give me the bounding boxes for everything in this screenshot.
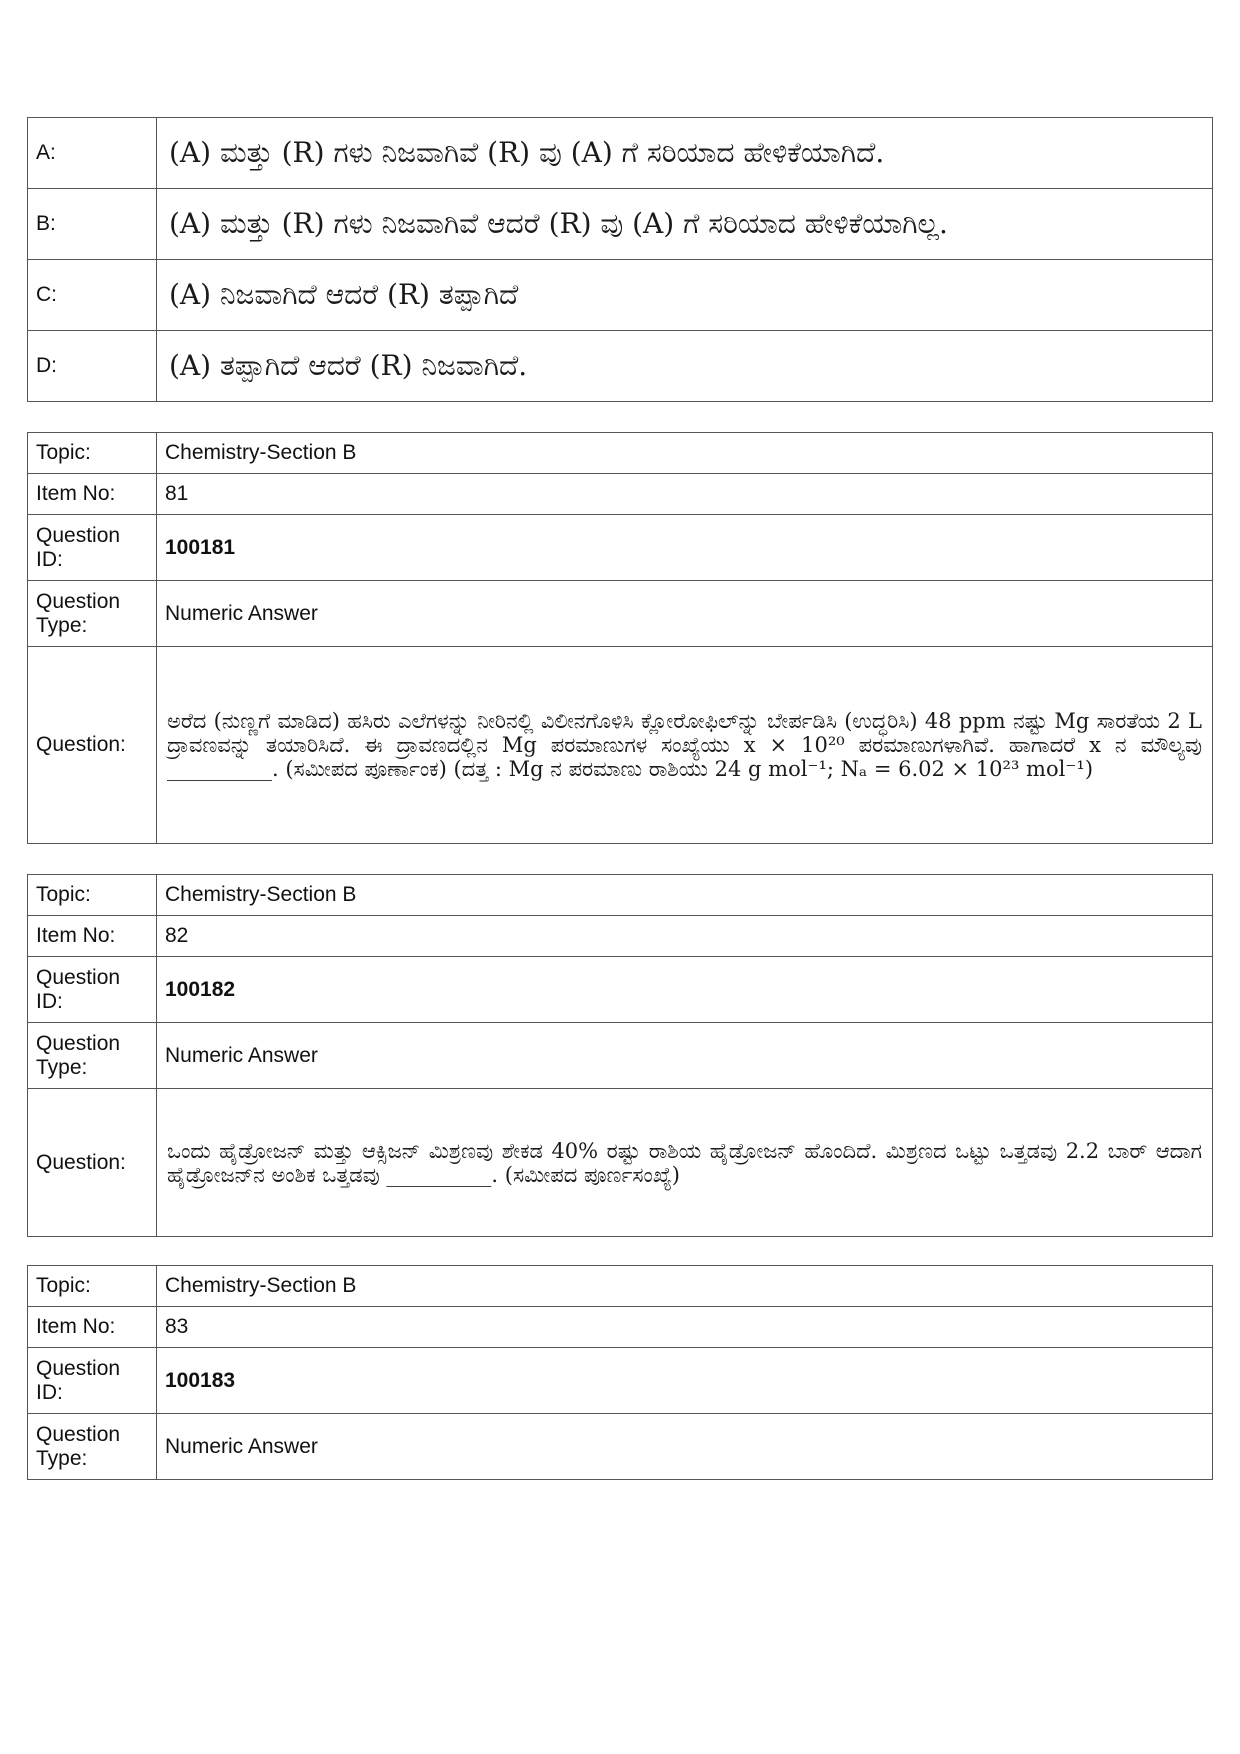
topic-label: Topic: xyxy=(28,1266,157,1307)
option-row-b xyxy=(28,189,1213,260)
question-row xyxy=(28,1089,1213,1237)
item-no-label: Item No: xyxy=(28,1307,157,1348)
topic-label: Topic: xyxy=(28,875,157,916)
question-table-82 xyxy=(27,874,1213,1237)
option-label: C: xyxy=(28,260,157,331)
question-type-row xyxy=(28,581,1213,647)
question-type-value: Numeric Answer xyxy=(157,1023,1213,1089)
question-type-row xyxy=(28,1414,1213,1480)
option-text: (A) ಮತ್ತು (R) ಗಳು ನಿಜವಾಗಿವೆ (R) ವು (A) ಗೆ ಸರಿಯಾದ ಹೇಳಿಕೆಯಾಗಿದೆ. xyxy=(157,118,1213,189)
option-label: D: xyxy=(28,331,157,402)
question-row xyxy=(28,647,1213,844)
topic-label: Topic: xyxy=(28,433,157,474)
option-label: A: xyxy=(28,118,157,189)
item-no-row xyxy=(28,1307,1213,1348)
item-no-label: Item No: xyxy=(28,916,157,957)
question-id-label: Question ID: xyxy=(28,957,157,1023)
question-id-value: 100182 xyxy=(157,957,1213,1023)
question-id-row xyxy=(28,1348,1213,1414)
option-text: (A) ತಪ್ಪಾಗಿದೆ ಆದರೆ (R) ನಿಜವಾಗಿದೆ. xyxy=(157,331,1213,402)
topic-value: Chemistry-Section B xyxy=(157,875,1213,916)
question-id-value: 100183 xyxy=(157,1348,1213,1414)
option-row-d xyxy=(28,331,1213,402)
question-label: Question: xyxy=(28,647,157,844)
topic-row xyxy=(28,875,1213,916)
question-id-label: Question ID: xyxy=(28,1348,157,1414)
question-id-row xyxy=(28,515,1213,581)
question-text: ಅರೆದ (ನುಣ್ಣಗೆ ಮಾಡಿದ) ಹಸಿರು ಎಲೆಗಳನ್ನು ನೀರಿನಲ್ಲಿ ವಿಲೀನಗೊಳಿಸಿ ಕ್ಲೋರೋಫಿಲ್‌ನ್ನು ಬೇರ್ಪಡಿಸಿ (ಉದ್ಧರಿಸಿ) 48 ppm ನಷ್ಟು Mg ಸಾರತೆಯ 2 L ದ್ರಾವಣವನ್ನು ತಯಾರಿಸಿದೆ. ಈ ದ್ರಾವಣದಲ್ಲಿನ Mg ಪರಮಾಣುಗಳ ಸಂಖ್ಯೆಯು x × 10²⁰ ಪರಮಾಣುಗಳಾಗಿವೆ. ಹಾಗಾದರೆ x ನ ಮೌಲ್ಯವು __________. (ಸಮೀಪದ ಪೂರ್ಣಾಂಕ) (ದತ್ತ : Mg ನ ಪರಮಾಣು ರಾಶಿಯು 24 g mol⁻¹; Nₐ = 6.02 × 10²³ mol⁻¹) xyxy=(157,647,1213,844)
item-no-value: 82 xyxy=(157,916,1213,957)
question-id-value: 100181 xyxy=(157,515,1213,581)
option-label: B: xyxy=(28,189,157,260)
topic-value: Chemistry-Section B xyxy=(157,433,1213,474)
question-table-83 xyxy=(27,1265,1213,1480)
item-no-value: 83 xyxy=(157,1307,1213,1348)
option-text: (A) ನಿಜವಾಗಿದೆ ಆದರೆ (R) ತಪ್ಪಾಗಿದೆ xyxy=(157,260,1213,331)
item-no-row xyxy=(28,474,1213,515)
question-type-row xyxy=(28,1023,1213,1089)
question-type-value: Numeric Answer xyxy=(157,1414,1213,1480)
item-no-value: 81 xyxy=(157,474,1213,515)
question-type-label: Question Type: xyxy=(28,581,157,647)
option-text: (A) ಮತ್ತು (R) ಗಳು ನಿಜವಾಗಿವೆ ಆದರೆ (R) ವು (A) ಗೆ ಸರಿಯಾದ ಹೇಳಿಕೆಯಾಗಿಲ್ಲ. xyxy=(157,189,1213,260)
option-row-a xyxy=(28,118,1213,189)
question-label: Question: xyxy=(28,1089,157,1237)
question-type-value: Numeric Answer xyxy=(157,581,1213,647)
question-type-label: Question Type: xyxy=(28,1414,157,1480)
question-id-label: Question ID: xyxy=(28,515,157,581)
topic-value: Chemistry-Section B xyxy=(157,1266,1213,1307)
question-text: ಒಂದು ಹೈಡ್ರೋಜನ್ ಮತ್ತು ಆಕ್ಸಿಜನ್ ಮಿಶ್ರಣವು ಶೇಕಡ 40% ರಷ್ಟು ರಾಶಿಯ ಹೈಡ್ರೋಜನ್ ಹೊಂದಿದೆ. ಮಿಶ್ರಣದ ಒಟ್ಟು ಒತ್ತಡವು 2.2 ಬಾರ್ ಆದಾಗ ಹೈಡ್ರೋಜನ್‌ನ ಅಂಶಿಕ ಒತ್ತಡವು __________. (ಸಮೀಪದ ಪೂರ್ಣಸಂಖ್ಯೆ) xyxy=(157,1089,1213,1237)
question-table-81 xyxy=(27,432,1213,844)
item-no-row xyxy=(28,916,1213,957)
options-table xyxy=(27,117,1213,402)
question-type-label: Question Type: xyxy=(28,1023,157,1089)
topic-row xyxy=(28,433,1213,474)
option-row-c xyxy=(28,260,1213,331)
topic-row xyxy=(28,1266,1213,1307)
question-id-row xyxy=(28,957,1213,1023)
item-no-label: Item No: xyxy=(28,474,157,515)
